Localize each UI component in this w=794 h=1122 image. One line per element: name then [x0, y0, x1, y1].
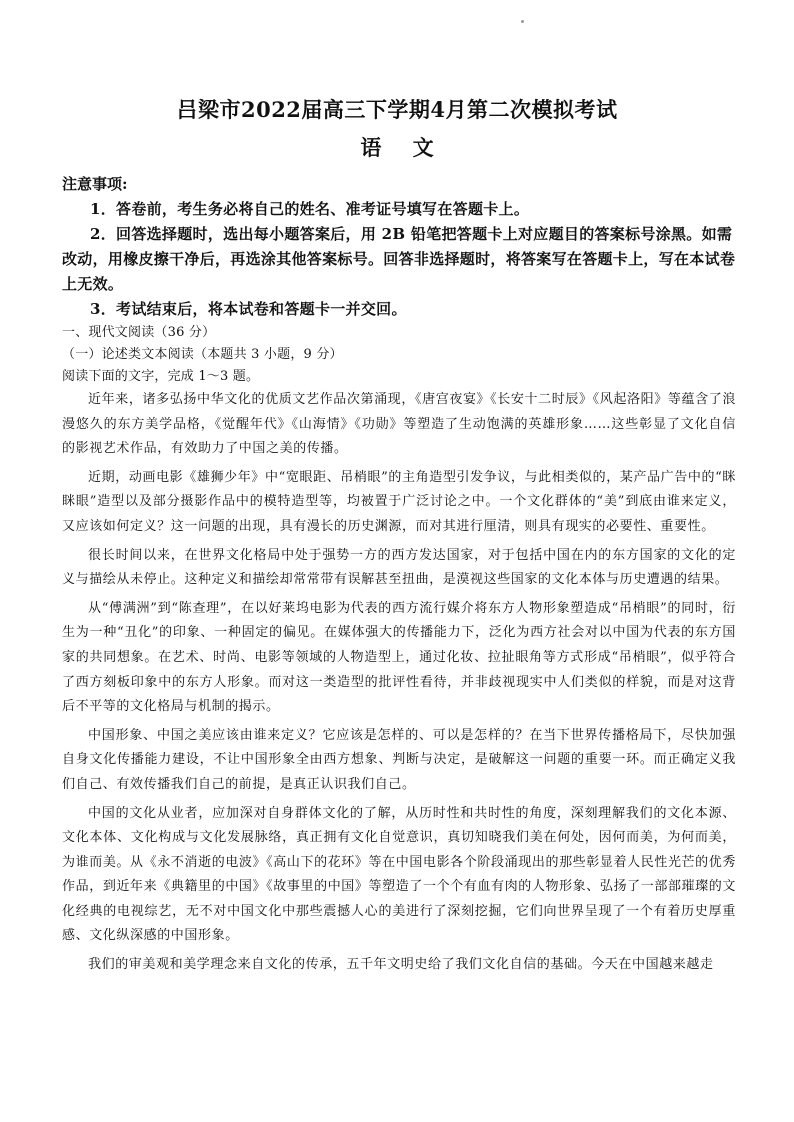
sub-heading: （一）论述类文本阅读（本题共 3 小题，9 分） — [62, 347, 343, 362]
instruction: 阅读下面的文字，完成 1～3 题。 — [62, 369, 260, 384]
paragraph: 很长时间以来，在世界文化格局中处于强势一方的西方发达国家，对于包括中国在内的东方国家的文化的定义与描绘从未停止。这种定义和描绘却常常带有误解甚至扭曲，是漠视这些国家的文化本体与历史遭遇的结果。 — [62, 547, 736, 588]
paragraph: 我们的审美观和美学理念来自文化的传承，五千年文明史给了我们文化自信的基础。今天在中国越来越走 — [88, 957, 714, 973]
note-item: 2．回答选择题时，选出每小题答案后，用 2B 铅笔把答题卡上对应题目的答案标号涂黑。如需改动，用橡皮擦干净后，再选涂其他答案标号。回答非选择题时，将答案写在答题卡上，写在本试卷上无效。 — [62, 225, 736, 293]
scan-speck — [521, 20, 524, 23]
reading-section — [62, 322, 736, 982]
notes-heading: 注意事项: — [62, 175, 128, 193]
paragraph: 近年来，诸多弘扬中华文化的优质文艺作品次第涌现，《唐宫夜宴》《长安十二时辰》《风起洛阳》等蕴含了浪漫悠久的东方美学品格，《觉醒年代》《山海情》《功勋》等塑造了生动饱满的英雄形象……这些彰显了文化自信的影视艺术作品，有效助力了中国之美的传播。 — [62, 392, 736, 457]
subject-title: 语 文 — [360, 135, 446, 160]
note-item: 1．答卷前，考生务必将自己的姓名、准考证号填写在答题卡上。 — [90, 200, 530, 218]
paragraph: 近期，动画电影《雄狮少年》中“宽眼距、吊梢眼”的主角造型引发争议，与此相类似的，某产品广告中的“眯眯眼”造型以及部分摄影作品中的模特造型等，均被置于广泛讨论之中。一个文化群体的“美”到底由谁来定义，又应该如何定义？这一问题的出现，具有漫长的历史渊源，而对其进行厘清，则具有现实的必要性、重要性。 — [62, 469, 736, 534]
paragraph: 中国形象、中国之美应该由谁来定义？它应该是怎样的、可以是怎样的？在当下世界传播格局下，尽快加强自身文化传播能力建设，不让中国形象全由西方想象、判断与决定，是破解这一问题的重要一环。而正确定义我们自己、有效传播我们自己的前提，是真正认识我们自己。 — [62, 727, 736, 792]
paragraph: 中国的文化从业者，应加深对自身群体文化的了解，从历时性和共时性的角度，深刻理解我们的文化本源、文化本体、文化构成与文化发展脉络，真正拥有文化自觉意识，真切知晓我们美在何处，因何而美，为何而美，为谁而美。从《永不消逝的电波》《高山下的花环》等在中国电影各个阶段涌现出的那些彰显着人民性光芒的优秀作品，到近年来《典籍里的中国》《故事里的中国》等塑造了一个个有血有肉的人物形象、弘扬了一部部璀璨的文化经典的电视综艺，无不对中国文化中那些震撼人心的美进行了深刻挖掘，它们向世界呈现了一个有着历史厚重感、文化纵深感的中国形象。 — [62, 805, 736, 944]
part-heading: 一、现代文阅读（36 分） — [62, 325, 216, 340]
exam-title: 吕梁市2022届高三下学期4月第二次模拟考试 — [176, 97, 618, 122]
notes-section — [62, 172, 736, 322]
paragraph: 从“傅满洲”到“陈查理”，在以好莱坞电影为代表的西方流行媒介将东方人物形象塑造成“吊梢眼”的同时，衍生为一种“丑化”的印象、一种固定的偏见。在媒体强大的传播能力下，泛化为西方社会对以中国为代表的东方国家的共同想象。在艺术、时尚、电影等领域的人物造型上，通过化妆、拉扯眼角等方式形成“吊梢眼”，似乎符合了西方刻板印象中的东方人形象。而对这一类造型的批评性看待，并非歧视现实中人们类似的样貌，而是对这背后不平等的文化格局与机制的揭示。 — [62, 600, 736, 715]
note-item: 3．考试结束后，将本试卷和答题卡一并交回。 — [90, 300, 407, 318]
